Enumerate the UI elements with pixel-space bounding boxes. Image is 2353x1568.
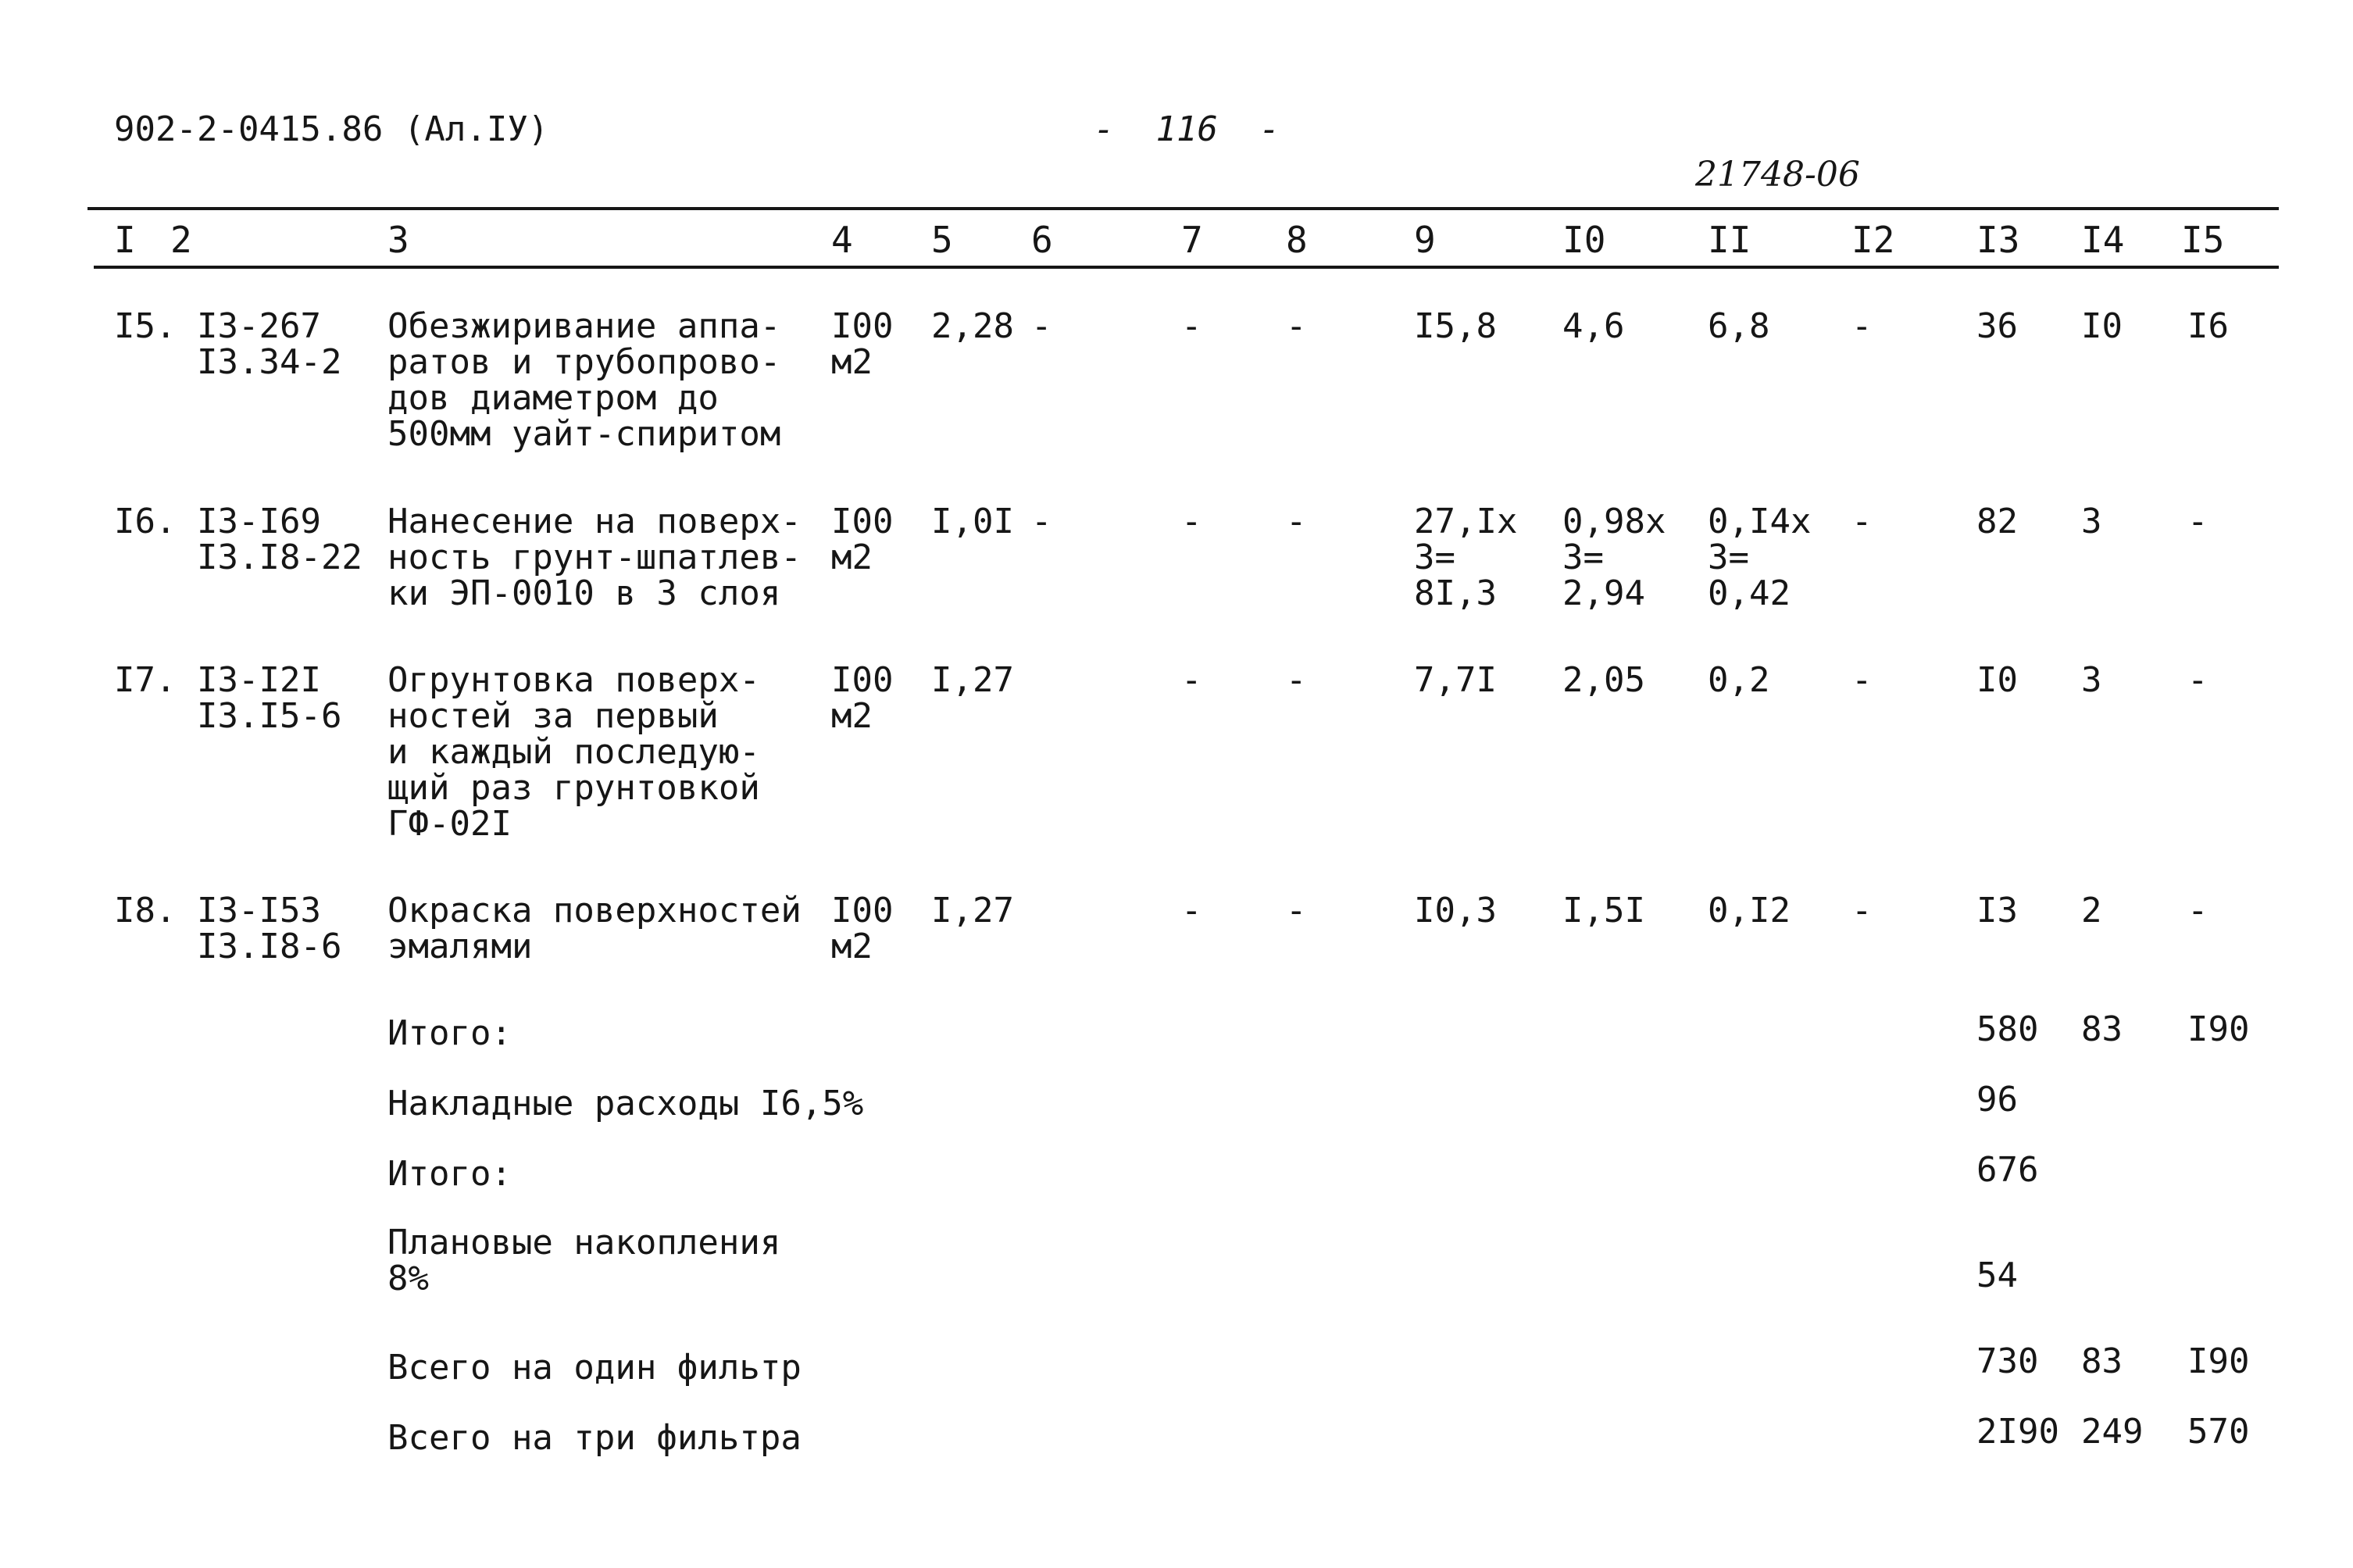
col-15-value: I6 — [2187, 306, 2229, 346]
col-15-value: - — [2187, 660, 2208, 700]
column-header-14: I4 — [2081, 219, 2125, 261]
summary-col-13: 730 — [1976, 1341, 2039, 1381]
col-13-value: I3 — [1976, 891, 2018, 930]
handwritten-reference: 21748-06 — [1695, 155, 1860, 195]
col-8-value: - — [1286, 502, 1307, 541]
work-description: Нанесение на поверх- ность грунт-шпатлев- ки ЭП-0010 в 3 слоя — [387, 502, 802, 613]
column-header-11: II — [1708, 219, 1751, 261]
col-9-value: I5,8 — [1414, 306, 1497, 346]
row-number: I8. — [114, 891, 177, 930]
row-number: I6. — [114, 502, 177, 541]
norm-code: I3-I69 — [197, 502, 321, 541]
page-number: - 116 - — [1094, 109, 1280, 149]
col-11-value: 6,8 — [1708, 306, 1770, 346]
col-6-value: - — [1031, 306, 1052, 346]
col-8-value: - — [1286, 891, 1307, 930]
work-description: Огрунтовка поверх- ностей за первый и каждый последую- щий раз грунтовкой ГФ-02I — [387, 660, 760, 844]
col-11-value: 0,I4х 3= 0,42 — [1708, 502, 1812, 613]
col-11-value: 0,I2 — [1708, 891, 1791, 930]
col-10-value: I,5I — [1562, 891, 1645, 930]
col-15-value: - — [2187, 502, 2208, 541]
summary-label: Всего на один фильтр — [387, 1348, 802, 1388]
column-header-3: 3 — [387, 219, 409, 261]
col-13-value: I0 — [1976, 660, 2018, 700]
norm-code-secondary: I3.I5-6 — [197, 696, 342, 736]
quantity: 2,28 — [931, 306, 1014, 346]
table-top-rule — [87, 207, 2279, 210]
document-code: 902-2-0415.86 (Ал.IУ) — [114, 109, 549, 149]
column-header-9: 9 — [1414, 219, 1436, 261]
unit: I00 м2 — [831, 891, 894, 966]
column-header-10: I0 — [1562, 219, 1606, 261]
col-15-value: - — [2187, 891, 2208, 930]
col-7-value: - — [1181, 660, 1202, 700]
col-14-value: 2 — [2081, 891, 2102, 930]
summary-label: Накладные расходы I6,5% — [387, 1084, 864, 1123]
unit: I00 м2 — [831, 502, 894, 577]
quantity: I,27 — [931, 660, 1014, 700]
col-12-value: - — [1851, 502, 1873, 541]
norm-code: I3-267 — [197, 306, 321, 346]
summary-col-15: I90 — [2187, 1341, 2250, 1381]
row-number: I7. — [114, 660, 177, 700]
row-number: I5. — [114, 306, 177, 346]
summary-label: Плановые накопления 8% — [387, 1223, 781, 1298]
column-header-5: 5 — [931, 219, 953, 261]
unit: I00 м2 — [831, 306, 894, 382]
summary-label: Всего на три фильтра — [387, 1418, 802, 1458]
quantity: I,0I — [931, 502, 1014, 541]
summary-label: Итого: — [387, 1154, 512, 1194]
col-8-value: - — [1286, 660, 1307, 700]
quantity: I,27 — [931, 891, 1014, 930]
col-13-value: 36 — [1976, 306, 2018, 346]
column-header-4: 4 — [831, 219, 853, 261]
column-header-8: 8 — [1286, 219, 1308, 261]
col-14-value: 3 — [2081, 660, 2102, 700]
summary-col-13: 2I90 — [1976, 1412, 2059, 1452]
norm-code-secondary: I3.I8-6 — [197, 927, 342, 966]
column-header-13: I3 — [1976, 219, 2020, 261]
col-14-value: 3 — [2081, 502, 2102, 541]
col-7-value: - — [1181, 502, 1202, 541]
summary-col-13: 580 — [1976, 1009, 2039, 1049]
summary-col-15: 570 — [2187, 1412, 2250, 1452]
norm-code: I3-I53 — [197, 891, 321, 930]
work-description: Обезжиривание аппа- ратов и трубопрово- дов диаметром до 500мм уайт-спиритом — [387, 306, 781, 454]
col-9-value: I0,3 — [1414, 891, 1497, 930]
summary-label: Итого: — [387, 1013, 512, 1053]
summary-col-13: 676 — [1976, 1150, 2039, 1190]
col-12-value: - — [1851, 891, 1873, 930]
col-11-value: 0,2 — [1708, 660, 1770, 700]
col-12-value: - — [1851, 306, 1873, 346]
col-8-value: - — [1286, 306, 1307, 346]
col-12-value: - — [1851, 660, 1873, 700]
summary-col-13: 54 — [1976, 1255, 2018, 1295]
work-description: Окраска поверхностей эмалями — [387, 891, 802, 966]
summary-col-14: 83 — [2081, 1341, 2123, 1381]
summary-col-15: I90 — [2187, 1009, 2250, 1049]
column-header-2: 2 — [170, 219, 192, 261]
col-10-value: 2,05 — [1562, 660, 1645, 700]
column-header-1: I — [114, 219, 136, 261]
norm-code-secondary: I3.I8-22 — [197, 538, 362, 577]
col-9-value: 7,7I — [1414, 660, 1497, 700]
col-10-value: 4,6 — [1562, 306, 1625, 346]
col-13-value: 82 — [1976, 502, 2018, 541]
summary-col-14: 83 — [2081, 1009, 2123, 1049]
column-header-12: I2 — [1851, 219, 1895, 261]
col-6-value: - — [1031, 502, 1052, 541]
col-10-value: 0,98х 3= 2,94 — [1562, 502, 1666, 613]
summary-col-13: 96 — [1976, 1080, 2018, 1120]
col-7-value: - — [1181, 306, 1202, 346]
unit: I00 м2 — [831, 660, 894, 736]
column-header-15: I5 — [2181, 219, 2225, 261]
column-header-6: 6 — [1031, 219, 1053, 261]
col-14-value: I0 — [2081, 306, 2123, 346]
norm-code-secondary: I3.34-2 — [197, 342, 342, 382]
summary-col-14: 249 — [2081, 1412, 2144, 1452]
column-header-7: 7 — [1181, 219, 1203, 261]
col-9-value: 27,Iх 3= 8I,3 — [1414, 502, 1518, 613]
table-header-rule — [94, 266, 2279, 269]
norm-code: I3-I2I — [197, 660, 321, 700]
col-7-value: - — [1181, 891, 1202, 930]
